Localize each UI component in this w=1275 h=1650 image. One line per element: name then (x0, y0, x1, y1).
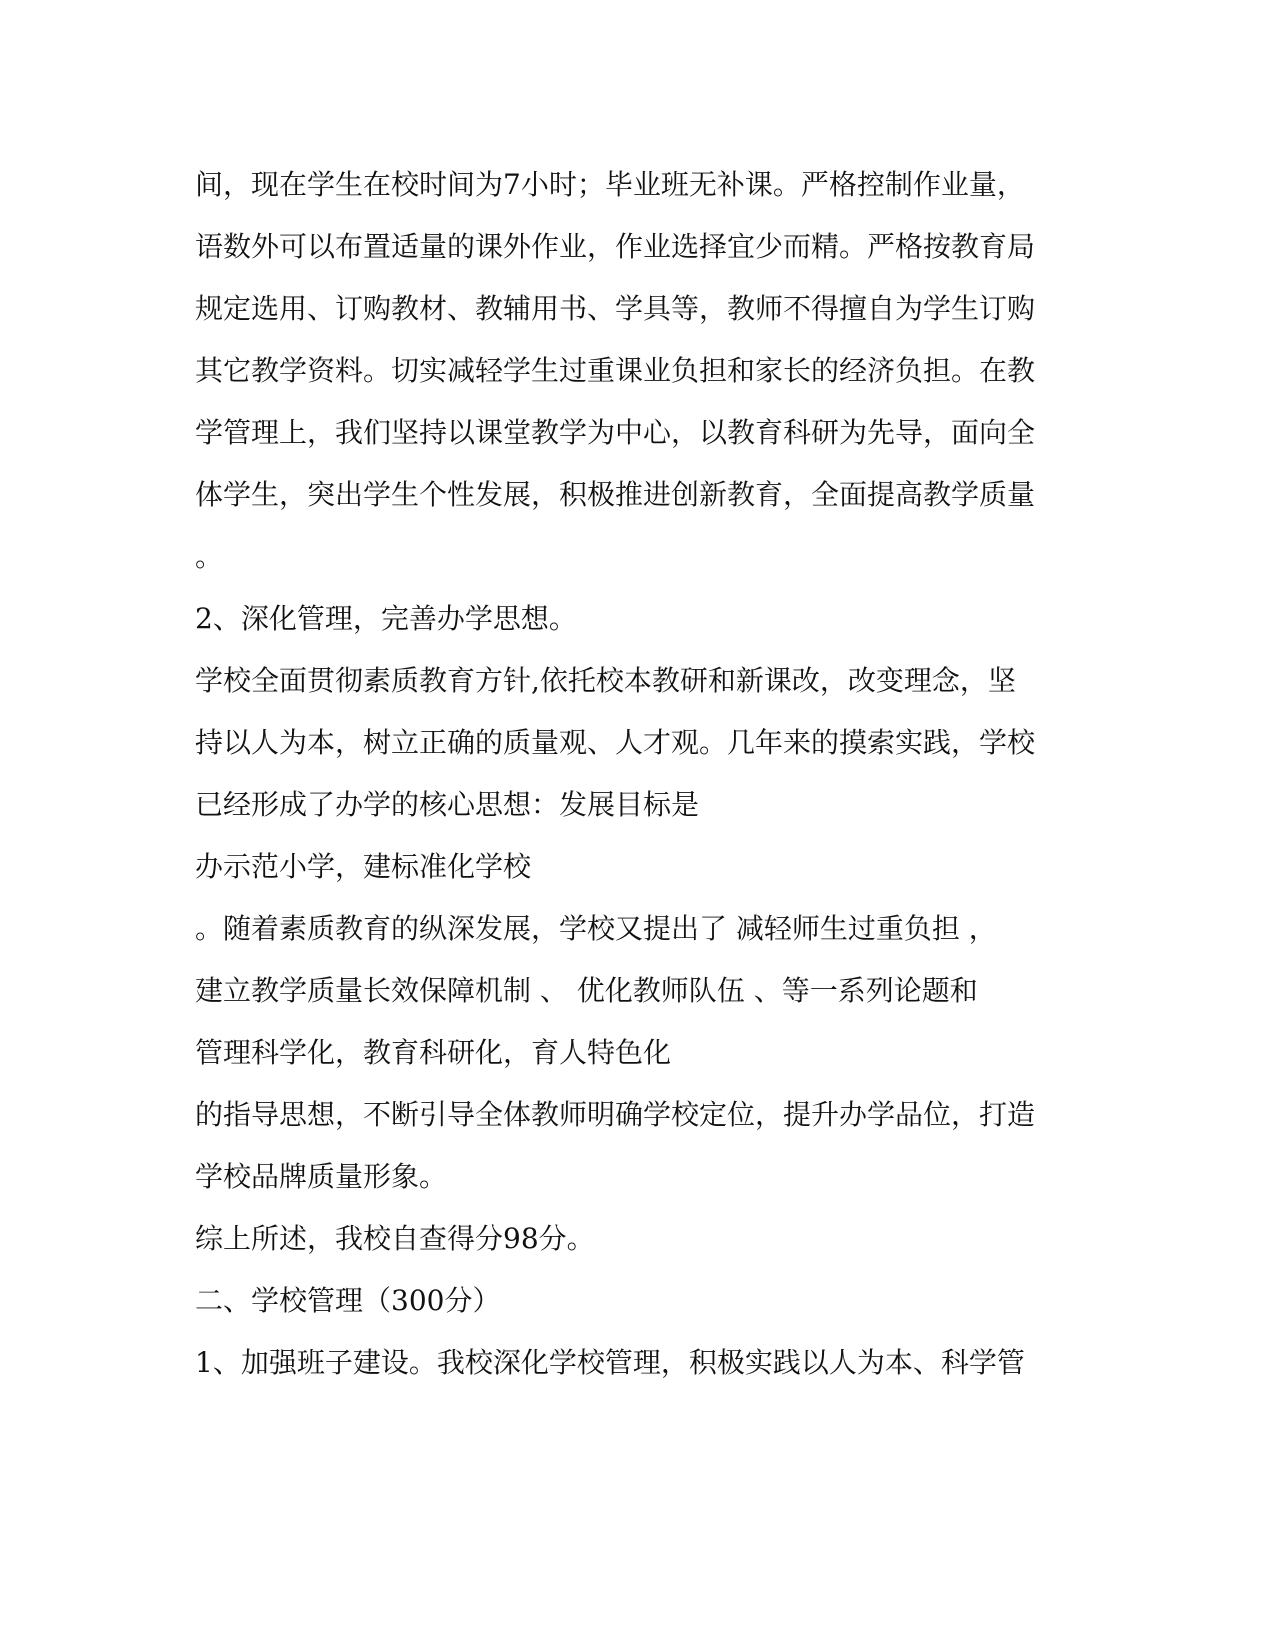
text-line: 学校品牌质量形象。 (195, 1160, 448, 1193)
text-line: 管理科学化，教育科研化，育人特色化 (195, 1036, 672, 1069)
text-line: 间，现在学生在校时间为7小时；毕业班无补课。严格控制作业量， (195, 168, 1025, 201)
text-line: 其它教学资料。切实减轻学生过重课业负担和家长的经济负担。在教 (195, 354, 1036, 387)
text-line: 持以人为本，树立正确的质量观、人才观。几年来的摸索实践，学校 (195, 726, 1036, 759)
text-line: 已经形成了办学的核心思想：发展目标是 (195, 788, 700, 821)
text-line: 规定选用、订购教材、教辅用书、学具等，教师不得擅自为学生订购 (195, 292, 1036, 325)
text-line: 学管理上，我们坚持以课堂教学为中心，以教育科研为先导，面向全 (195, 416, 1036, 449)
text-line: 。 (195, 540, 224, 573)
section-heading: 2、深化管理，完善办学思想。 (195, 602, 577, 635)
text-line: 学校全面贯彻素质教育方针,依托校本教研和新课改，改变理念，坚 (195, 664, 1016, 697)
text-line: 1、加强班子建设。我校深化学校管理，积极实践以人为本、科学管 (195, 1346, 1025, 1379)
section-heading: 二、学校管理（300分） (195, 1284, 501, 1317)
text-line: 语数外可以布置适量的课外作业，作业选择宜少而精。严格按教育局 (195, 230, 1036, 263)
text-line: 的指导思想，不断引导全体教师明确学校定位，提升办学品位，打造 (195, 1098, 1036, 1131)
text-line: 体学生，突出学生个性发展，积极推进创新教育，全面提高教学质量 (195, 478, 1036, 511)
text-line: 建立教学质量长效保障机制 、 优化教师队伍 、等一系列论题和 (195, 974, 978, 1007)
text-line: 办示范小学，建标准化学校 (195, 850, 532, 883)
text-line: 。随着素质教育的纵深发展，学校又提出了 减轻师生过重负担 ， (195, 912, 997, 945)
text-line: 综上所述，我校自查得分98分。 (195, 1222, 595, 1255)
